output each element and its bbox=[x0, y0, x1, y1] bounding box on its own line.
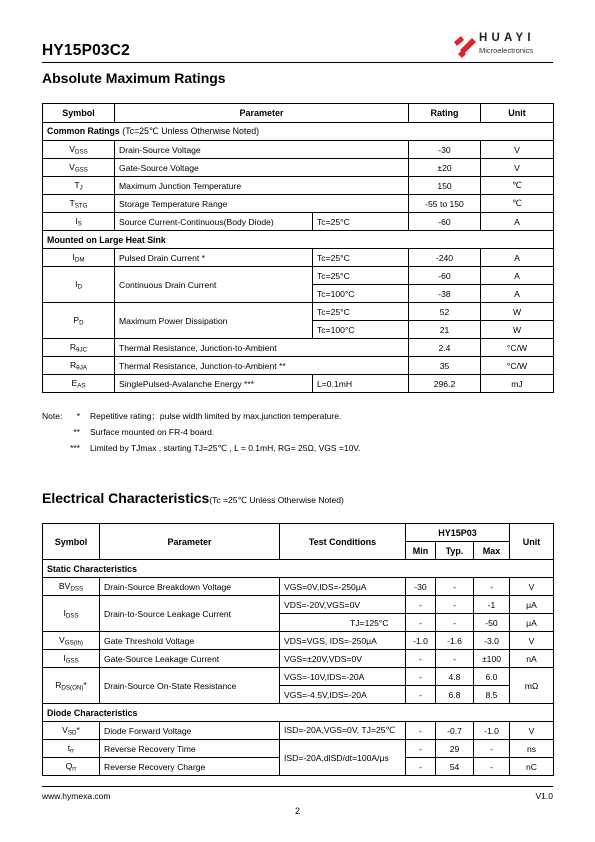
param-is: Source Current-Continuous(Body Diode) bbox=[115, 213, 313, 231]
rating-tj: 150 bbox=[409, 177, 481, 195]
cond-eas: L=0.1mH bbox=[313, 375, 409, 393]
part-number: HY15P03C2 bbox=[42, 42, 130, 59]
param-eas: SinglePulsed-Avalanche Energy *** bbox=[115, 375, 313, 393]
ec-header-row-1 bbox=[43, 524, 554, 542]
sym-eas: $E_{AS}$ bbox=[43, 375, 115, 393]
amr-group-heatsink: Mounted on Large Heat Sink bbox=[43, 231, 554, 249]
ec-h-parameter: Parameter bbox=[100, 524, 280, 560]
param-tj: Maximum Junction Temperature bbox=[115, 177, 409, 195]
huayi-logo-icon bbox=[452, 32, 480, 60]
unit-pd-1: W bbox=[481, 303, 554, 321]
unit-vgss: V bbox=[481, 159, 554, 177]
ec-row-vgsth: $V_{GS(th)}$ Gate Threshold Voltage VDS=VGS, IDS=-250μA -1.0 -1.6 -3.0 V bbox=[43, 632, 554, 650]
rating-id-2: -38 bbox=[409, 285, 481, 303]
rating-rja: 35 bbox=[409, 357, 481, 375]
company-logo bbox=[452, 32, 556, 62]
ec-h-typ: Typ. bbox=[436, 542, 474, 560]
ec-group-static: Static Characteristics bbox=[43, 560, 554, 578]
sym-pd: $P_D$ bbox=[43, 303, 115, 339]
param-bvdss: Drain-Source Breakdown Voltage bbox=[100, 578, 280, 596]
header-rule bbox=[42, 62, 553, 63]
param-vdss: Drain-Source Voltage bbox=[115, 141, 409, 159]
ec-title: Electrical Characteristics(Tc =25℃ Unless Otherwise Noted) bbox=[42, 490, 344, 506]
sym-igss: $I_{GSS}$ bbox=[43, 650, 100, 668]
rating-vgss: ±20 bbox=[409, 159, 481, 177]
amr-h-unit: Unit bbox=[481, 104, 554, 123]
amr-table bbox=[42, 103, 554, 393]
sym-trr: $t_{rr}$ bbox=[43, 740, 100, 758]
ec-row-igss: $I_{GSS}$ Gate-Source Leakage Current VGS=±20V,VDS=0V - - ±100 nA bbox=[43, 650, 554, 668]
max-bvdss: - bbox=[474, 578, 510, 596]
amr-row-rja bbox=[43, 357, 554, 375]
rating-pd-1: 52 bbox=[409, 303, 481, 321]
amr-row-eas bbox=[43, 375, 554, 393]
notes bbox=[42, 408, 553, 456]
rating-tstg: -55 to 150 bbox=[409, 195, 481, 213]
amr-row-vgss bbox=[43, 159, 554, 177]
amr-row-idm bbox=[43, 249, 554, 267]
sym-vgss: $V_{GSS}$ bbox=[43, 159, 115, 177]
logo-subtitle: Microelectronics bbox=[479, 46, 534, 55]
rating-pd-2: 21 bbox=[409, 321, 481, 339]
unit-id-2: A bbox=[481, 285, 554, 303]
ec-row-idss-2: TJ=125°C - - -50 μA bbox=[43, 614, 554, 632]
sym-tstg: $T_{STG}$ bbox=[43, 195, 115, 213]
ec-h-symbol: Symbol bbox=[43, 524, 100, 560]
footer-url[interactable]: www.hymexa.com bbox=[42, 791, 111, 801]
sym-rjc: $R_{\theta JC}$ bbox=[43, 339, 115, 357]
amr-row-rjc bbox=[43, 339, 554, 357]
cond-id-2: Tc=100°C bbox=[313, 285, 409, 303]
sym-qrr: $Q_{rr}$ bbox=[43, 758, 100, 776]
note-label: Note: bbox=[42, 411, 63, 421]
ec-h-test: Test Conditions bbox=[280, 524, 406, 560]
note-1: Note: * Repetitive rating；pulse width limited by max.junction temperature. bbox=[42, 408, 553, 424]
amr-h-symbol: Symbol bbox=[43, 104, 115, 123]
ec-group-diode: Diode Characteristics bbox=[43, 704, 554, 722]
test-bvdss: VGS=0V,IDS=-250μA bbox=[280, 578, 406, 596]
ec-row-rdson-2: VGS=-4.5V,IDS=-20A - 6.8 8.5 bbox=[43, 686, 554, 704]
unit-bvdss: V bbox=[510, 578, 554, 596]
ec-row-trr: $t_{rr}$ Reverse Recovery Time ISD=-20A,dlSD/dt=100A/μs - 29 - ns bbox=[43, 740, 554, 758]
cond-id-1: Tc=25°C bbox=[313, 267, 409, 285]
rating-vdss: -30 bbox=[409, 141, 481, 159]
param-tstg: Storage Temperature Range bbox=[115, 195, 409, 213]
sym-bvdss: $BV_{DSS}$ bbox=[43, 578, 100, 596]
ec-h-unit: Unit bbox=[510, 524, 554, 560]
amr-h-parameter: Parameter bbox=[115, 104, 409, 123]
min-bvdss: -30 bbox=[406, 578, 436, 596]
amr-row-is bbox=[43, 213, 554, 231]
cond-is: Tc=25°C bbox=[313, 213, 409, 231]
ec-row-idss-1: $I_{DSS}$ Drain-to-Source Leakage Current VDS=-20V,VGS=0V - - -1 μA bbox=[43, 596, 554, 614]
amr-row-id-1 bbox=[43, 267, 554, 285]
rating-rjc: 2.4 bbox=[409, 339, 481, 357]
sym-idss: $I_{DSS}$ bbox=[43, 596, 100, 632]
amr-h-rating: Rating bbox=[409, 104, 481, 123]
ec-h-part: HY15P03 bbox=[406, 524, 510, 542]
note-2: ** Surface mounted on FR-4 board. bbox=[73, 427, 215, 437]
unit-tstg: ℃ bbox=[481, 195, 554, 213]
ec-h-max: Max bbox=[474, 542, 510, 560]
ec-row-rdson-1: $R_{DS(ON)}*$ Drain-Source On-State Resistance VGS=-10V,IDS=-20A - 4.8 6.0 mΩ bbox=[43, 668, 554, 686]
param-vgss: Gate-Source Voltage bbox=[115, 159, 409, 177]
cond-pd-1: Tc=25°C bbox=[313, 303, 409, 321]
unit-rjc: °C/W bbox=[481, 339, 554, 357]
unit-eas: mJ bbox=[481, 375, 554, 393]
test-idss-2: TJ=125°C bbox=[280, 614, 406, 632]
amr-group-common: Common Ratings (Tc=25℃ Unless Otherwise Noted) bbox=[43, 123, 554, 141]
ec-h-min: Min bbox=[406, 542, 436, 560]
param-idm: Pulsed Drain Current * bbox=[115, 249, 313, 267]
param-id: Continuous Drain Current bbox=[115, 267, 313, 303]
sym-vdss: $V_{DSS}$ bbox=[43, 141, 115, 159]
unit-is: A bbox=[481, 213, 554, 231]
ec-row-qrr: $Q_{rr}$ Reverse Recovery Charge - 54 - nC bbox=[43, 758, 554, 776]
sym-id: $I_D$ bbox=[43, 267, 115, 303]
amr-row-tstg bbox=[43, 195, 554, 213]
page-number: 2 bbox=[294, 806, 300, 816]
sym-rja: $R_{\theta JA}$ bbox=[43, 357, 115, 375]
ec-row-bvdss bbox=[43, 578, 554, 596]
unit-vdss: V bbox=[481, 141, 554, 159]
rating-id-1: -60 bbox=[409, 267, 481, 285]
rating-is: -60 bbox=[409, 213, 481, 231]
unit-rja: °C/W bbox=[481, 357, 554, 375]
amr-row-pd-1 bbox=[43, 303, 554, 321]
cond-pd-2: Tc=100°C bbox=[313, 321, 409, 339]
unit-idm: A bbox=[481, 249, 554, 267]
logo-brand: HUAYI bbox=[479, 32, 535, 44]
sym-vsd: $V_{SD}*$ bbox=[43, 722, 100, 740]
footer-version: V1.0 bbox=[535, 791, 553, 801]
param-rja: Thermal Resistance, Junction-to-Ambient ** bbox=[115, 357, 409, 375]
param-pd: Maximum Power Dissipation bbox=[115, 303, 313, 339]
amr-title: Absolute Maximum Ratings bbox=[42, 70, 226, 86]
ec-table bbox=[42, 523, 554, 776]
sym-rdson: $R_{DS(ON)}*$ bbox=[43, 668, 100, 704]
typ-bvdss: - bbox=[436, 578, 474, 596]
sym-vgsth: $V_{GS(th)}$ bbox=[43, 632, 100, 650]
rating-idm: -240 bbox=[409, 249, 481, 267]
amr-header-row bbox=[43, 104, 554, 123]
amr-row-vdss bbox=[43, 141, 554, 159]
sym-tj: $T_J$ bbox=[43, 177, 115, 195]
sym-is: $I_S$ bbox=[43, 213, 115, 231]
param-rjc: Thermal Resistance, Junction-to-Ambient bbox=[115, 339, 409, 357]
unit-tj: ℃ bbox=[481, 177, 554, 195]
unit-pd-2: W bbox=[481, 321, 554, 339]
note-3: *** Limited by TJmax , starting TJ=25℃ , L = 0.1mH, RG= 25Ω, VGS =10V. bbox=[70, 443, 361, 453]
test-idss-1: VDS=-20V,VGS=0V bbox=[280, 596, 406, 614]
sym-idm: $I_{DM}$ bbox=[43, 249, 115, 267]
param-idss: Drain-to-Source Leakage Current bbox=[100, 596, 280, 632]
amr-row-tj bbox=[43, 177, 554, 195]
ec-row-vsd: $V_{SD}*$ Diode Forward Voltage ISD=-20A,VGS=0V, TJ=25℃ - -0.7 -1.0 V bbox=[43, 722, 554, 740]
unit-id-1: A bbox=[481, 267, 554, 285]
cond-idm: Tc=25°C bbox=[313, 249, 409, 267]
footer-rule bbox=[42, 786, 553, 787]
rating-eas: 296.2 bbox=[409, 375, 481, 393]
